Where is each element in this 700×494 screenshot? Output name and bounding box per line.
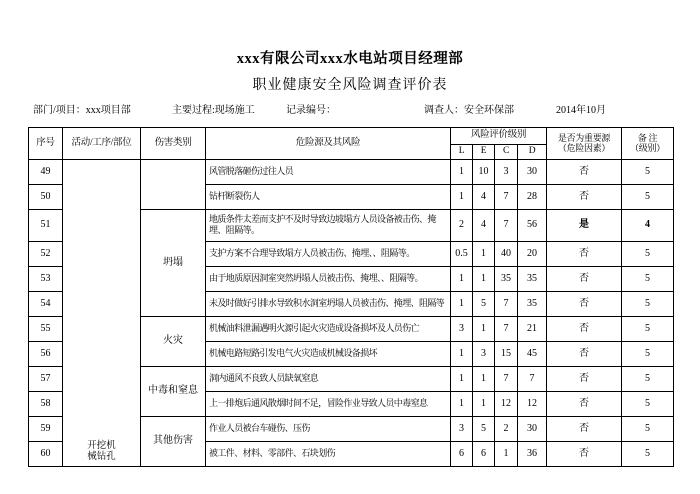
cell-L: 6	[451, 441, 473, 466]
cell-D: 45	[518, 341, 547, 366]
activity-label: 开挖机械钻孔	[87, 440, 116, 462]
cell-C: 12	[495, 391, 518, 416]
cell-important: 否	[547, 291, 622, 316]
cell-D: 12	[518, 391, 547, 416]
cell-hazard: 上一排炮后通风散烟时间不足，冒险作业导致人员中毒窒息	[206, 391, 451, 416]
cell-E: 4	[473, 209, 495, 241]
cell-L: 1	[451, 159, 473, 184]
cell-remark: 5	[622, 341, 674, 366]
cell-D: 28	[518, 184, 547, 209]
cell-C: 35	[495, 266, 518, 291]
cell-serial: 52	[29, 241, 63, 266]
cell-C: 15	[495, 341, 518, 366]
cell-E: 1	[473, 266, 495, 291]
header-L: L	[451, 145, 473, 160]
cell-hazard: 作业人员被台车碰伤、压伤	[206, 416, 451, 441]
cell-important: 否	[547, 441, 622, 466]
cell-C: 7	[495, 184, 518, 209]
cell-important: 否	[547, 159, 622, 184]
cell-remark: 5	[622, 416, 674, 441]
cell-hazard: 由于地质原因洞室突然坍塌人员被击伤、掩埋、、阻隔等。	[206, 266, 451, 291]
cell-activity	[63, 159, 141, 466]
cell-remark: 5	[622, 366, 674, 391]
header-remark-line2: （级别）	[630, 143, 665, 154]
cell-C: 3	[495, 159, 518, 184]
header-injury-type: 伤害类别	[141, 128, 206, 160]
cell-remark: 5	[622, 291, 674, 316]
cell-remark: 5	[622, 391, 674, 416]
cell-serial: 60	[29, 441, 63, 466]
cell-important: 否	[547, 366, 622, 391]
cell-important: 否	[547, 416, 622, 441]
cell-remark: 5	[622, 159, 674, 184]
cell-D: 35	[518, 291, 547, 316]
cell-serial: 49	[29, 159, 63, 184]
cell-serial: 57	[29, 366, 63, 391]
cell-L: 1	[451, 291, 473, 316]
cell-injury-group-fire: 火灾	[141, 316, 206, 366]
cell-D: 36	[518, 441, 547, 466]
cell-injury-group-other: 其他伤害	[141, 416, 206, 466]
cell-L: 1	[451, 266, 473, 291]
cell-C: 7	[495, 316, 518, 341]
cell-L: 0.5	[451, 241, 473, 266]
cell-remark: 4	[622, 209, 674, 241]
cell-C: 7	[495, 366, 518, 391]
cell-hazard: 钻杆断裂伤人	[206, 184, 451, 209]
cell-L: 1	[451, 366, 473, 391]
cell-serial: 58	[29, 391, 63, 416]
meta-process: 主要过程:现场施工	[172, 105, 255, 116]
cell-hazard: 被工件、材料、零部件、石块划伤	[206, 441, 451, 466]
cell-hazard: 地质条件太差而支护不及时导致边坡塌方人员设备被击伤、掩埋、阻隔等。	[206, 209, 451, 241]
header-activity: 活动/工序/部位	[63, 128, 141, 160]
header-important-source	[547, 128, 622, 160]
cell-E: 5	[473, 291, 495, 316]
header-row-1	[29, 128, 674, 145]
cell-important: 否	[547, 241, 622, 266]
cell-serial: 55	[29, 316, 63, 341]
meta-date: 2014年10月	[556, 105, 606, 116]
cell-hazard: 支护方案不合理导致塌方人员被击伤、掩埋、、阻隔等。	[206, 241, 451, 266]
cell-injury-group-collapse: 坍塌	[141, 209, 206, 316]
cell-injury-group-poison: 中毒和窒息	[141, 366, 206, 416]
cell-L: 1	[451, 184, 473, 209]
cell-L: 3	[451, 316, 473, 341]
cell-serial: 54	[29, 291, 63, 316]
meta-investigator: 调查人：安全环保部	[424, 105, 514, 116]
cell-C: 2	[495, 416, 518, 441]
header-hazard: 危险源及其风险	[206, 128, 451, 160]
cell-serial: 50	[29, 184, 63, 209]
cell-E: 1	[473, 241, 495, 266]
cell-remark: 5	[622, 316, 674, 341]
cell-E: 1	[473, 316, 495, 341]
cell-E: 1	[473, 391, 495, 416]
cell-D: 30	[518, 416, 547, 441]
cell-remark: 5	[622, 266, 674, 291]
cell-hazard: 机械油料泄漏遇明火源引起火灾造成设备损坏及人员伤亡	[206, 316, 451, 341]
header-serial: 序号	[29, 128, 63, 160]
cell-D: 21	[518, 316, 547, 341]
cell-important: 是	[547, 209, 622, 241]
cell-remark: 5	[622, 184, 674, 209]
cell-C: 7	[495, 291, 518, 316]
risk-evaluation-table	[28, 127, 674, 467]
meta-department: 部门/项目：xxx项目部	[33, 105, 131, 116]
cell-E: 5	[473, 416, 495, 441]
cell-remark: 5	[622, 441, 674, 466]
cell-remark: 5	[622, 241, 674, 266]
cell-important: 否	[547, 341, 622, 366]
cell-serial: 53	[29, 266, 63, 291]
cell-D: 56	[518, 209, 547, 241]
header-C: C	[495, 145, 518, 160]
header-risk-level-group: 风险评价级别	[451, 128, 547, 145]
cell-C: 1	[495, 441, 518, 466]
cell-important: 否	[547, 391, 622, 416]
cell-E: 1	[473, 366, 495, 391]
cell-important: 否	[547, 184, 622, 209]
cell-E: 10	[473, 159, 495, 184]
cell-hazard: 机械电路短路引发电气火灾造成机械设备损坏	[206, 341, 451, 366]
cell-E: 4	[473, 184, 495, 209]
header-E: E	[473, 145, 495, 160]
cell-L: 1	[451, 341, 473, 366]
header-important-line1: 是否为重要源	[557, 133, 611, 144]
cell-serial: 56	[29, 341, 63, 366]
cell-important: 否	[547, 266, 622, 291]
cell-L: 2	[451, 209, 473, 241]
page-title-document: 职业健康安全风险调查评价表	[252, 78, 448, 93]
cell-C: 40	[495, 241, 518, 266]
cell-L: 3	[451, 416, 473, 441]
table-row-49	[29, 159, 674, 184]
cell-hazard: 未及时做好引排水导致积水洞室坍塌人员被击伤、掩埋、阻隔等	[206, 291, 451, 316]
cell-hazard: 风管脱落砸伤过往人员	[206, 159, 451, 184]
cell-D: 35	[518, 266, 547, 291]
header-D: D	[518, 145, 547, 160]
cell-serial: 59	[29, 416, 63, 441]
cell-hazard: 洞内通风不良致人员缺氧窒息	[206, 366, 451, 391]
cell-D: 7	[518, 366, 547, 391]
cell-E: 3	[473, 341, 495, 366]
cell-L: 1	[451, 391, 473, 416]
header-remark	[622, 128, 674, 160]
cell-important: 否	[547, 316, 622, 341]
page-title-company: xxx有限公司xxx水电站项目经理部	[236, 51, 464, 67]
cell-E: 6	[473, 441, 495, 466]
cell-D: 20	[518, 241, 547, 266]
cell-D: 30	[518, 159, 547, 184]
meta-record-no: 记录编号：	[286, 105, 336, 116]
cell-C: 7	[495, 209, 518, 241]
cell-injury-group-blank	[141, 159, 206, 209]
header-remark-line1: 备 注	[637, 133, 658, 144]
cell-serial: 51	[29, 209, 63, 241]
header-important-line2: （危险因素）	[557, 143, 611, 154]
